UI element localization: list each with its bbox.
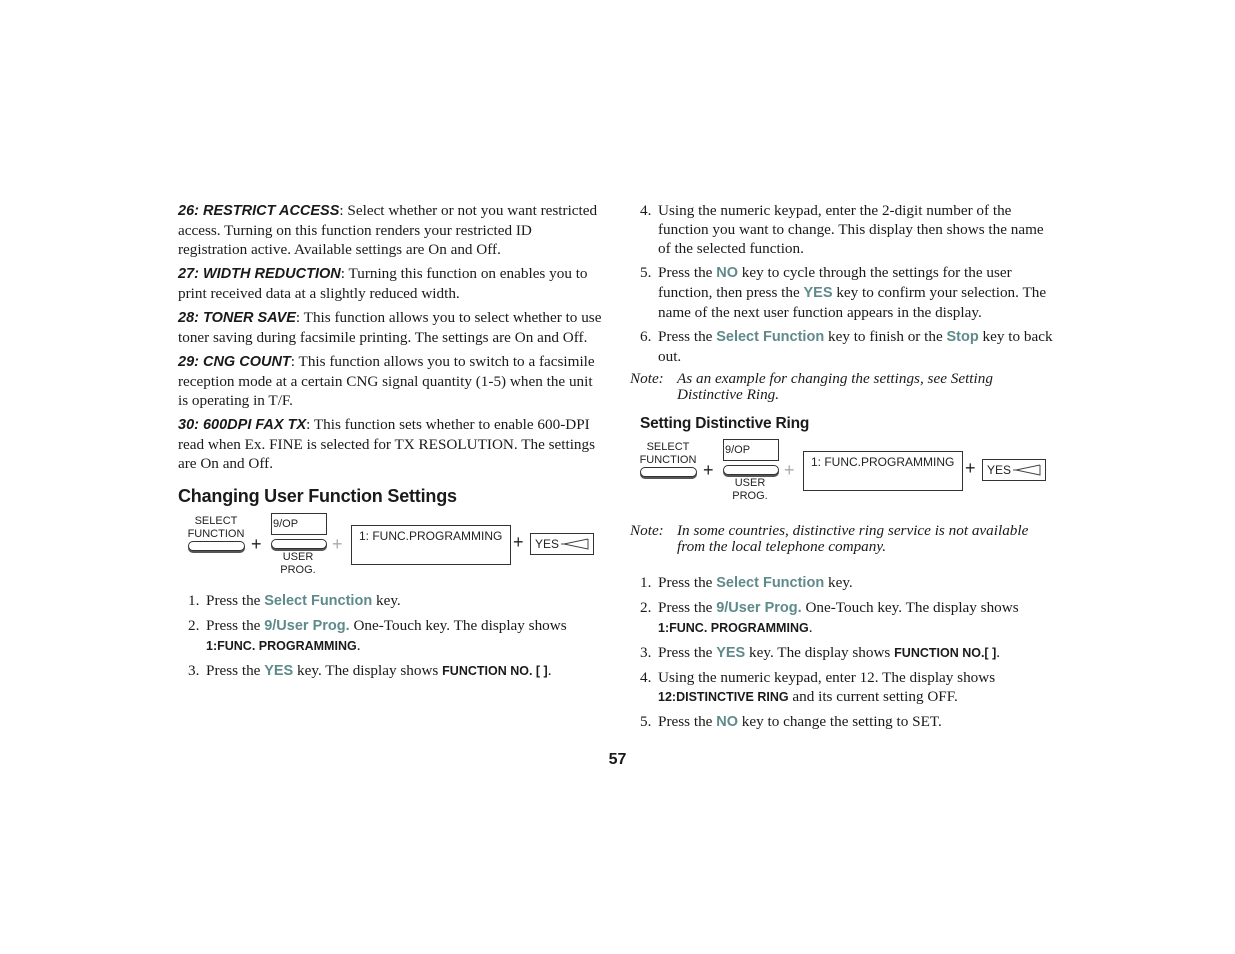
note-example (630, 371, 1055, 403)
function-text: : This function allows you to select whether to use toner saving during facsimile printing. The settings are On and Off. (178, 309, 602, 346)
function-term: 29: CNG COUNT (178, 354, 291, 370)
step-text: . (356, 637, 361, 654)
plus-sign: + (784, 460, 795, 480)
step-number: 1. (640, 574, 652, 591)
steps-list-continued (630, 201, 1055, 366)
one-touch-key-caption: USER PROG. (732, 477, 768, 502)
yes-key (530, 533, 594, 555)
key-sequence-diagram (630, 441, 1055, 511)
function-description (178, 308, 602, 347)
step-text: One-Touch key. The display shows (801, 599, 1019, 616)
select-function-label: SELECT FUNCTION (187, 515, 245, 540)
plus-sign: + (965, 458, 976, 478)
step-number: 2. (188, 617, 200, 634)
plus-sign: + (703, 460, 714, 480)
step-number: 2. (640, 599, 652, 616)
function-text: : This function sets whether to enable 600-DPI read when Ex. FINE is selected for TX RESOLUTION. The settings are On and Off. (178, 416, 596, 472)
step-number: 6. (640, 328, 652, 345)
step-text: key to change the setting to SET. (737, 713, 942, 730)
function-description (178, 264, 602, 303)
right-column (630, 201, 1055, 737)
step-text: key to back out. (658, 328, 1053, 365)
function-text: : Turning this function on enables you to print received data at a slightly reduced width. (178, 265, 588, 302)
display-text: 1:FUNC. PROGRAMMING (206, 639, 357, 653)
key-name: 9/User Prog. (264, 618, 350, 634)
lcd-display (351, 525, 511, 565)
step-text: and its current setting OFF. (788, 688, 958, 705)
step-item (630, 573, 1055, 593)
step-text: Using the numeric keypad, enter the 2-digit number of the function you want to change. This display then shows the name of the selected function. (658, 202, 1044, 257)
step-text: key. (372, 592, 401, 609)
step-item (178, 616, 602, 656)
plus-sign: + (251, 534, 262, 554)
yes-arrow-icon (561, 538, 589, 550)
step-item (178, 591, 602, 611)
step-number: 3. (188, 662, 200, 679)
step-item (630, 598, 1055, 638)
note-label: Note: (630, 522, 664, 539)
function-term: 27: WIDTH REDUCTION (178, 266, 341, 282)
key-name: YES (803, 285, 833, 301)
key-name: YES (716, 645, 746, 661)
step-text: Press the (206, 617, 265, 634)
yes-key-label: YES (987, 463, 1012, 477)
function-description (178, 415, 602, 473)
step-item (630, 263, 1055, 322)
step-item (630, 201, 1055, 258)
step-text: Press the (658, 644, 717, 661)
section-heading-distinctive-ring: Setting Distinctive Ring (640, 415, 810, 432)
note-distinctive-ring (630, 523, 1055, 555)
one-touch-key-label: 9/OP (725, 444, 751, 456)
select-function-label: SELECT FUNCTION (639, 441, 697, 466)
function-term: 28: TONER SAVE (178, 310, 296, 326)
display-text: FUNCTION NO.[ ] (894, 646, 997, 660)
one-touch-key-label: 9/OP (273, 518, 299, 530)
yes-arrow-icon (1013, 464, 1041, 476)
step-text: . (547, 662, 552, 679)
select-function-key (188, 541, 245, 551)
step-text: key to finish or the (824, 328, 947, 345)
plus-sign: + (332, 534, 343, 554)
key-name: Select Function (264, 593, 373, 609)
step-text: key to cycle through the settings for the user function, then press the (658, 264, 1012, 301)
key-sequence-diagram (178, 515, 602, 585)
key-name: NO (716, 714, 738, 730)
step-text: . (808, 619, 813, 636)
function-text: : Select whether or not you want restricted access. Turning on this function renders your restricted ID registration active. Available settings are On and Off. (178, 202, 598, 258)
step-text: key. (824, 574, 853, 591)
function-text: : This function allows you to switch to a facsimile reception mode at a certain CNG signal quantity (1-5) when the unit is operating in T/F. (178, 353, 595, 409)
note-text: In some countries, distinctive ring service is not available from the local telephone company. (677, 522, 1029, 555)
step-number: 4. (640, 669, 652, 686)
step-text: . (996, 644, 1001, 661)
one-touch-key (271, 539, 327, 549)
step-text: key. The display shows (293, 662, 443, 679)
key-name: Select Function (716, 329, 825, 345)
step-item (178, 661, 602, 681)
function-description (178, 201, 602, 259)
step-number: 4. (640, 202, 652, 219)
step-number: 5. (640, 264, 652, 281)
display-text: FUNCTION NO. [ ] (442, 664, 548, 678)
note-label: Note: (630, 370, 664, 387)
key-name: YES (264, 663, 294, 679)
step-text: key. The display shows (745, 644, 895, 661)
left-column (178, 201, 602, 686)
step-item (630, 327, 1055, 366)
steps-list-distinctive-ring (630, 573, 1055, 732)
plus-sign: + (513, 532, 524, 552)
function-description (178, 352, 602, 410)
step-text: Press the (206, 662, 265, 679)
function-term: 30: 600DPI FAX TX (178, 417, 307, 433)
display-text: 1:FUNC. PROGRAMMING (658, 621, 809, 635)
step-text: Press the (658, 264, 717, 281)
function-descriptions (178, 201, 602, 473)
one-touch-key (723, 465, 779, 475)
step-text: Press the (658, 574, 717, 591)
step-text: One-Touch key. The display shows (349, 617, 567, 634)
display-text: 12:DISTINCTIVE RING (658, 690, 789, 704)
step-text: Using the numeric keypad, enter 12. The display shows (658, 669, 996, 686)
yes-key (982, 459, 1046, 481)
step-text: Press the (206, 592, 265, 609)
step-text: Press the (658, 328, 717, 345)
section-heading-changing-user-function: Changing User Function Settings (178, 486, 457, 506)
one-touch-key-label-box (723, 439, 779, 461)
lcd-display-text: 1: FUNC.PROGRAMMING (811, 455, 955, 469)
steps-list (178, 591, 602, 681)
one-touch-key-label-box (271, 513, 327, 535)
key-name: 9/User Prog. (716, 600, 802, 616)
step-number: 1. (188, 592, 200, 609)
step-item (630, 668, 1055, 707)
lcd-display-text: 1: FUNC.PROGRAMMING (359, 529, 503, 543)
step-text: key to confirm your selection. The name of the next user function appears in the display. (658, 284, 1047, 321)
lcd-display (803, 451, 963, 491)
one-touch-key-caption: USER PROG. (280, 551, 316, 576)
step-number: 5. (640, 713, 652, 730)
key-name: Select Function (716, 575, 825, 591)
key-name: Stop (946, 329, 979, 345)
step-text: Press the (658, 713, 717, 730)
yes-key-label: YES (535, 537, 560, 551)
select-function-key (640, 467, 697, 477)
key-name: NO (716, 265, 738, 281)
step-item (630, 712, 1055, 732)
note-text: As an example for changing the settings, see Setting Distinctive Ring. (677, 370, 993, 403)
page-number: 57 (608, 751, 627, 768)
step-text: Press the (658, 599, 717, 616)
step-number: 3. (640, 644, 652, 661)
function-term: 26: RESTRICT ACCESS (178, 203, 340, 219)
step-item (630, 643, 1055, 663)
